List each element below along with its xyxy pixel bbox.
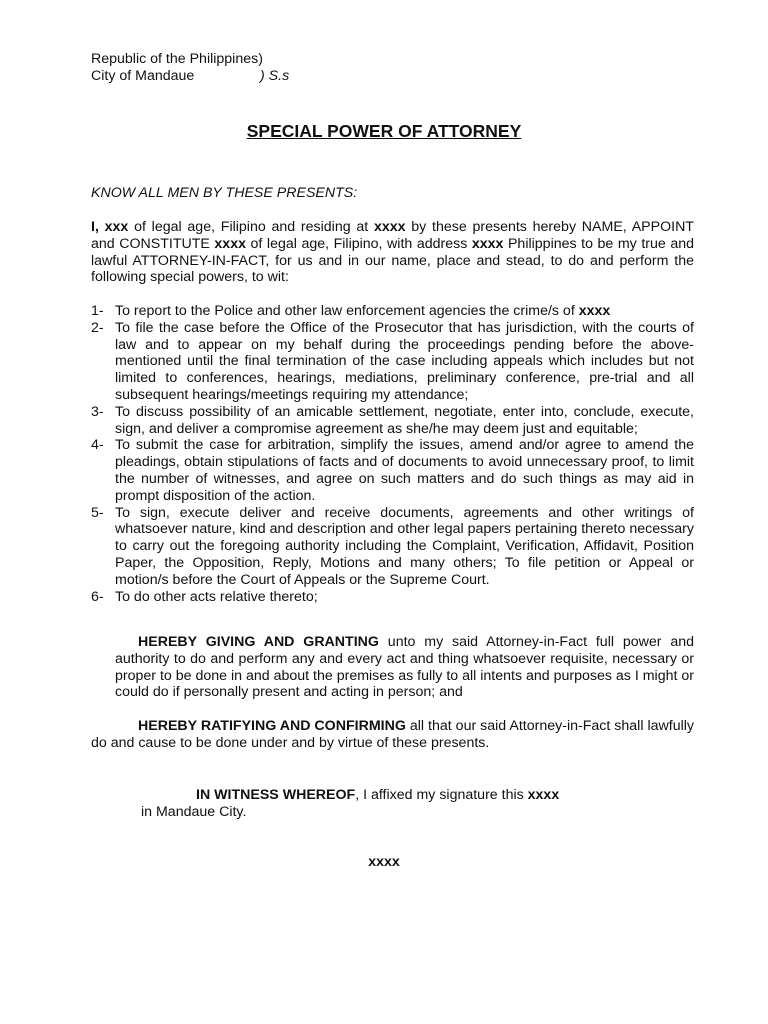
power-item [91, 303, 694, 320]
intro-text-3: of legal age, Filipino, with address [245, 235, 472, 252]
principal-name: xxx [104, 219, 129, 235]
giving-text: unto my said Attorney-in-Fact full power and authority to do and perform any and every act and thing whatsoever requisite, necessary or proper to be done in and about the premises as fully to all intents and purposes as I might or could do if personally present and acting in person; and [115, 634, 695, 701]
ratify-text: all that our said Attorney-in-Fact shall lawfully do and cause to be done under and by virtue of these presents. [91, 718, 694, 751]
power-item [91, 589, 694, 606]
witness-place: in Mandaue City. [141, 804, 247, 820]
intro-text-2: by these presents hereby NAME, APPOINT and CONSTITUTE [91, 219, 694, 252]
giving-granting-paragraph [115, 634, 694, 701]
intro-text-4: Philippines to be my true and lawful ATTORNEY-IN-FACT, for us and in our name, place and stead, to do and perform the following special powers, to wit: [91, 235, 694, 286]
power-text: To file the case before the Office of the Prosecutor that has jurisdiction, with the courts of law and to appear on my behalf during the proceedings pending before the above-mentioned until the final termination of the case including appeals which includes but not limited to conferences, hearings, mediations, preliminary conference, pre-trial and all subsequent hearings/meetings requiring my attendance; [115, 319, 694, 403]
attorney-address: xxxx [471, 235, 504, 252]
witness-text: , I affixed my signature this [355, 787, 528, 803]
power-number: 5- [91, 504, 104, 521]
power-number: 2- [91, 319, 104, 336]
signature-placeholder: xxxx [368, 854, 400, 870]
venue-ss: ) S.s [260, 68, 290, 84]
power-text: To sign, execute deliver and receive documents, agreements and other writings of whatsoever nature, kind and description and other legal papers pertaining thereto necessary to carry out the foregoing authority including the Complaint, Verification, Affidavit, Position Paper, the Opposition, Reply, Motions and many others; To file petition or Appeal or motion/s before the Court of Appeals or the Supreme Court. [115, 504, 694, 588]
ratify-heading: HEREBY RATIFYING AND CONFIRMING [138, 718, 406, 734]
know-all-men-heading: KNOW ALL MEN BY THESE PRESENTS: [91, 185, 358, 201]
witness-line [196, 787, 559, 804]
power-item [91, 404, 694, 438]
special-powers-list [91, 303, 694, 605]
attorney-name: xxxx [214, 235, 246, 252]
power-number: 4- [91, 437, 104, 454]
giving-heading: HEREBY GIVING AND GRANTING [138, 634, 379, 650]
power-number: 6- [91, 588, 104, 605]
venue-city: City of Mandaue [91, 67, 195, 84]
intro-paragraph [91, 219, 694, 286]
date-placeholder: xxxx [527, 787, 560, 803]
intro-i: I, [91, 219, 99, 235]
power-number: 1- [91, 303, 104, 319]
power-text: To report to the Police and other law enforcement agencies the crime/s of [115, 303, 579, 319]
venue-republic: Republic of the Philippines) [91, 51, 263, 67]
power-text: To do other acts relative thereto; [115, 588, 318, 605]
witness-heading: IN WITNESS WHEREOF [196, 787, 356, 803]
power-item [91, 320, 694, 404]
power-item [91, 505, 694, 589]
document-title: SPECIAL POWER OF ATTORNEY [246, 121, 522, 141]
power-text: To submit the case for arbitration, simplify the issues, amend and/or agree to amend the pleadings, obtain stipulations of facts and of documents to avoid unnecessary proof, to limit the number of witnesses, and agree on such matters and do such things as may aid in prompt disposition of the action. [115, 437, 694, 504]
crime-placeholder: xxxx [578, 303, 611, 319]
intro-text-1: of legal age, Filipino and residing at [128, 219, 374, 235]
venue-block [91, 51, 290, 85]
ratifying-paragraph [91, 718, 694, 752]
power-item [91, 437, 694, 504]
power-text: To discuss possibility of an amicable settlement, negotiate, enter into, conclude, execute, sign, and deliver a compromise agreement as she/he may deem just and equitable; [115, 403, 694, 437]
principal-address: xxxx [373, 219, 406, 235]
power-number: 3- [91, 403, 104, 420]
